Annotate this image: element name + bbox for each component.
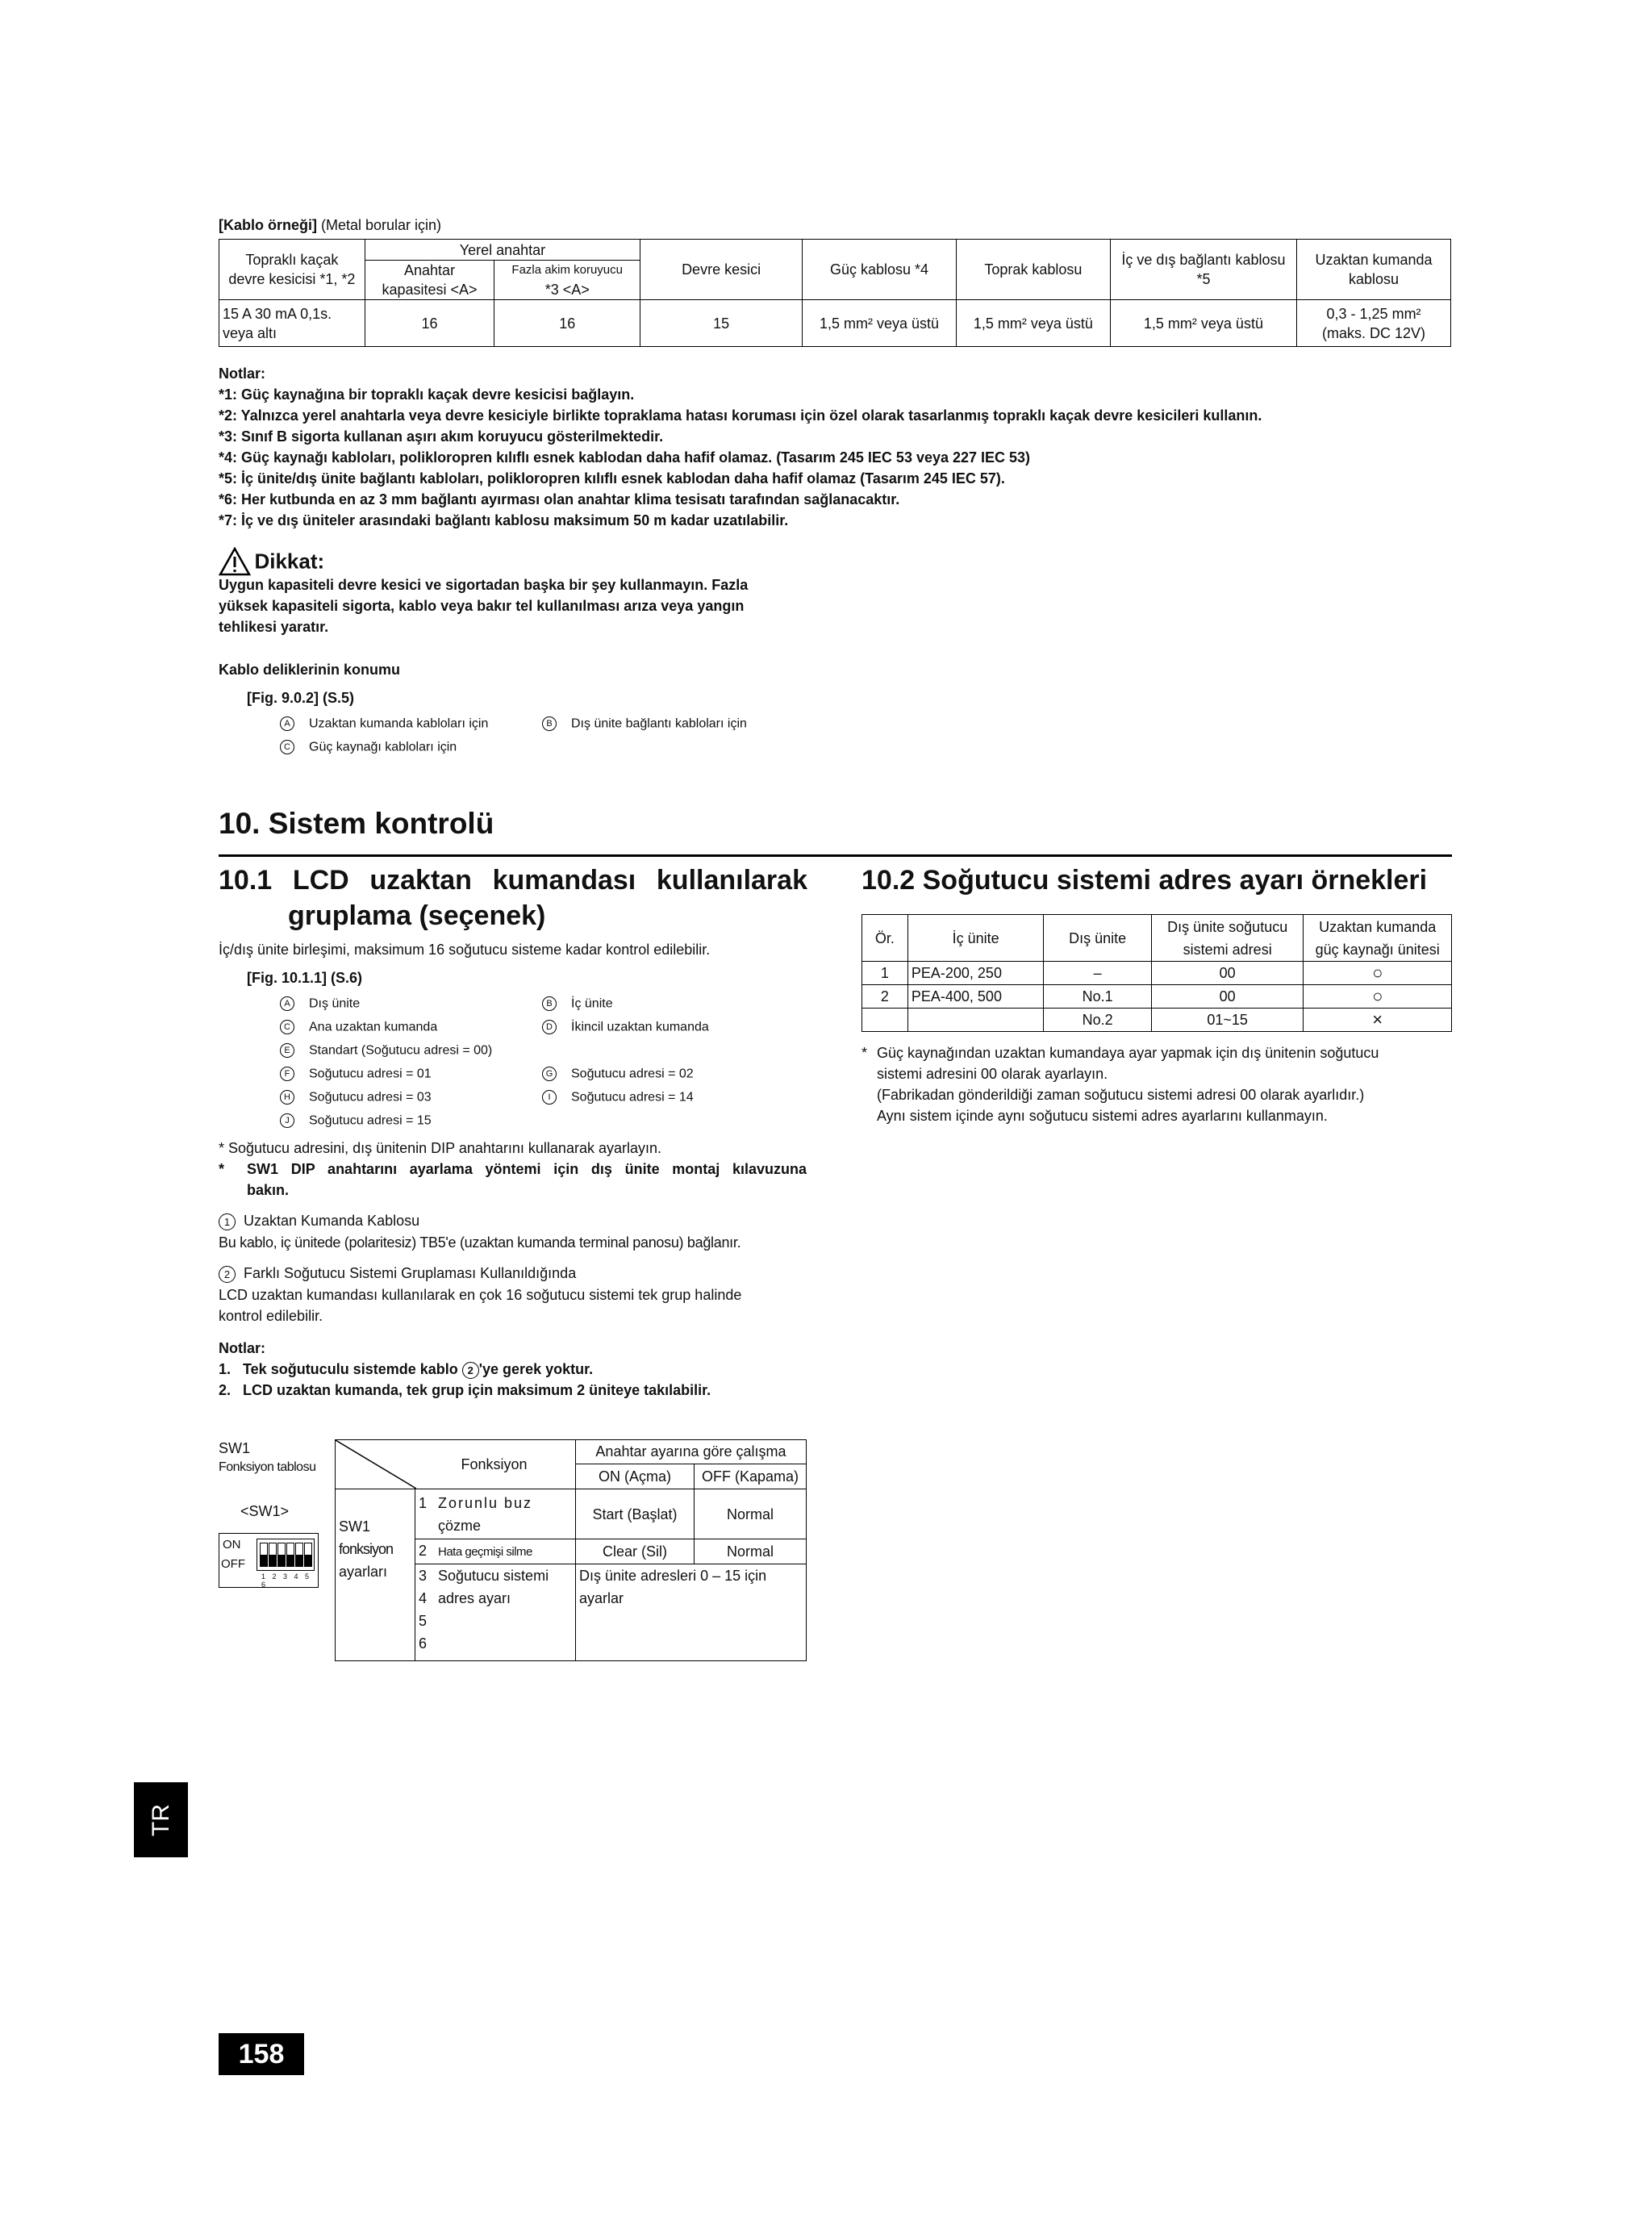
- cable-example-table: Topraklı kaçak devre kesicisi *1, *2 Yerel anahtar Devre kesici Güç kablosu *4 Toprak kablosu İç ve dış bağlantı kablosu *5 Uzaktan kumanda kablosu Anahtar kapasitesi <A> Fazla akim koruyucu *3 <A> 15 A 30 mA 0,1s. veya altı 16 16 15 1,5 mm² veya üstü 1,5 mm² veya üstü 1,5 mm² veya üstü 0,3 - 1,25 mm² (maks. DC 12V): [219, 239, 1451, 347]
- legend-item: B İç ünite: [542, 992, 613, 1015]
- dip-switch-toggle[interactable]: [260, 1543, 268, 1567]
- table-row: 3 4 5 6 Soğutucu sistemi adres ayarı Dış ünite adresleri 0 – 15 için ayarlar: [336, 1564, 807, 1661]
- caution-heading: Dikkat:: [219, 547, 324, 576]
- address-note: Güç kaynağından uzaktan kumandaya ayar yapmak için dış ünitenin soğutucu sistemi adresini 00 olarak ayarlayın. (Fabrikadan gönderildiği zaman soğutucu sistemi adresi 00 olarak ayarlıdır.) Aynı sistem içinde aynı soğutucu sistemi adres ayarlarını kullanmayın.: [877, 1045, 1379, 1124]
- dip-switch-toggle[interactable]: [269, 1543, 277, 1567]
- remote-cable-heading: 1 Uzaktan Kumanda Kablosu: [219, 1210, 419, 1231]
- section-10-2-title: 10.2 Soğutucu sistemi adres ayarı örnekleri: [861, 865, 1428, 896]
- dip-note: * Soğutucu adresini, dış ünitenin DIP anahtarını kullanarak ayarlayın.: [219, 1140, 661, 1156]
- dip-switch-toggle[interactable]: [295, 1543, 303, 1567]
- notes2-item-1: 1. Tek soğutuculu sistemde kablo 2 'ye gerek yoktur.: [219, 1361, 594, 1377]
- legend-item: F Soğutucu adresi = 01: [280, 1062, 432, 1085]
- table-row: No.2 01~15 ×: [862, 1009, 1452, 1032]
- section-10-1-title: 10.1 LCD uzaktan kumandası kullanılarak gruplama (seçenek): [219, 865, 807, 931]
- dip-switch-toggle[interactable]: [286, 1543, 294, 1567]
- cable-holes-item-b: B Dış ünite bağlantı kabloları için: [542, 712, 747, 735]
- legend-item: E Standart (Soğutucu adresi = 00): [280, 1038, 492, 1062]
- legend-item: J Soğutucu adresi = 15: [280, 1109, 432, 1132]
- address-note-star: *: [861, 1045, 868, 1061]
- dip-note-star: *: [219, 1161, 225, 1177]
- address-table: Ör. İç ünite Dış ünite Dış ünite soğutucu sistemi adresi Uzaktan kumanda güç kaynağı ünitesi 1 PEA-200, 250 – 00 ○ 2 PEA-400, 500 No.1 00 ○ No.2 01~15 ×: [861, 914, 1452, 1032]
- grouping-heading: 2 Farklı Soğutucu Sistemi Gruplaması Kullanıldığında: [219, 1263, 576, 1284]
- sw1-label: SW1: [219, 1440, 251, 1456]
- caution-text: Uygun kapasiteli devre kesici ve sigortadan başka bir şey kullanmayın. Fazla yüksek kapasiteli sigorta, kablo veya bakır tel kullanılması arıza veya yangın tehlikesi yaratır.: [219, 577, 749, 635]
- sw1-tag: <SW1>: [240, 1503, 290, 1519]
- legend-item: G Soğutucu adresi = 02: [542, 1062, 694, 1085]
- notes2-title: Notlar:: [219, 1340, 265, 1356]
- fig-10-1-1-label: [Fig. 10.1.1] (S.6): [247, 970, 363, 986]
- dip-switch-toggle[interactable]: [304, 1543, 312, 1567]
- cable-holes-item-c: C Güç kaynağı kabloları için: [280, 735, 457, 758]
- language-tab: TR: [134, 1782, 188, 1857]
- legend-item: H Soğutucu adresi = 03: [280, 1085, 432, 1109]
- grouping-text: LCD uzaktan kumandası kullanılarak en çok 16 soğutucu sistemi tek grup halinde kontrol edilebilir.: [219, 1287, 742, 1324]
- cable-example-title: [Kablo örneği] (Metal borular için): [219, 217, 442, 233]
- dip-switch-toggle[interactable]: [277, 1543, 286, 1567]
- cable-holes-fig: [Fig. 9.0.2] (S.5): [247, 690, 355, 706]
- cable-holes-item-a: A Uzaktan kumanda kabloları için: [280, 712, 488, 735]
- table-row: SW1 fonksiyon ayarları 1 Zorunlu buz çözme Start (Başlat) Normal: [336, 1489, 807, 1539]
- table-row: 1 PEA-200, 250 – 00 ○: [862, 962, 1452, 985]
- table-row: 2 PEA-400, 500 No.1 00 ○: [862, 985, 1452, 1009]
- dip-switch: ON OFF 1 2 3 4 5 6: [219, 1533, 319, 1588]
- page-number: 158: [219, 2033, 304, 2075]
- cable-holes-title: Kablo deliklerinin konumu: [219, 662, 401, 678]
- sw1-function-table: Fonksiyon Anahtar ayarına göre çalışma ON (Açma) OFF (Kapama) SW1 fonksiyon ayarları 1 Zorunlu buz çözme Start (Başlat) Normal 2 Hata geçmişi silme Clear (Sil) Normal 3 4 5 6 Soğutucu sistemi adres ayarı Dış ünite adresleri 0 – 15 için ayarlar: [335, 1439, 807, 1661]
- section-10-1-intro: İç/dış ünite birleşimi, maksimum 16 soğutucu sisteme kadar kontrol edilebilir.: [219, 942, 711, 958]
- sw1-sublabel: Fonksiyon tablosu: [219, 1460, 316, 1474]
- legend-item: I Soğutucu adresi = 14: [542, 1085, 694, 1109]
- notes-list: Notlar: *1: Güç kaynağına bir topraklı kaçak devre kesicisi bağlayın. *2: Yalnızca yerel anahtarla veya devre kesiciyle birlikte topraklama hatası koruması için özel olarak tasarlanmış topraklı kaçak devre kesicileri kullanın. *3: Sınıf B sigorta kullanan aşırı akım koruyucu gösterilmektedir. *4: Güç kaynağı kabloları, polikloropren kılıflı esnek kablodan daha hafif olamaz. (Tasarım 245 IEC 53 veya 227 IEC 53) *5: İç ünite/dış ünite bağlantı kabloları, polikloropren kılıflı esnek kablodan daha hafif olamaz (Tasarım 245 IEC 57). *6: Her kutbunda en az 3 mm bağlantı ayırması olan anahtar klima tesisatı tarafından sağlanacaktır. *7: İç ve dış üniteler arasındaki bağlantı kablosu maksimum 50 m kadar uzatılabilir.: [219, 365, 1262, 528]
- warning-icon: [219, 547, 251, 576]
- remote-cable-text: Bu kablo, iç ünitede (polaritesiz) TB5'e (uzaktan kumanda terminal panosu) bağlanır.: [219, 1234, 741, 1251]
- table-row: 2 Hata geçmişi silme Clear (Sil) Normal: [336, 1539, 807, 1564]
- section-divider: [219, 854, 1452, 857]
- notes2-item-2: 2. LCD uzaktan kumanda, tek grup için maksimum 2 üniteye takılabilir.: [219, 1382, 711, 1398]
- legend-item: A Dış ünite: [280, 992, 360, 1015]
- section-title: 10. Sistem kontrolü: [219, 807, 494, 840]
- dip-manual-note: SW1 DIP anahtarını ayarlama yöntemi için dış ünite montaj kılavuzuna bakın.: [247, 1161, 807, 1198]
- legend-item: C Ana uzaktan kumanda: [280, 1015, 437, 1038]
- dip-switch-body: [257, 1539, 315, 1571]
- header-diagonal: [336, 1440, 416, 1489]
- legend-item: D İkincil uzaktan kumanda: [542, 1015, 709, 1038]
